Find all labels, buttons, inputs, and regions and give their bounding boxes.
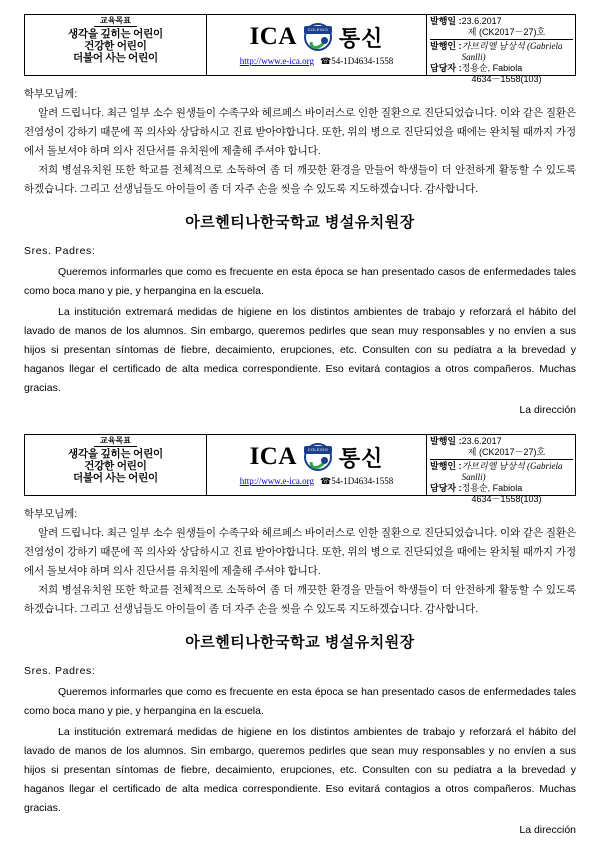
letterhead-issue-info-2 bbox=[427, 435, 575, 504]
letterhead-brand-2 bbox=[207, 435, 427, 495]
issue-date-label-2: 발행일 : bbox=[430, 436, 462, 446]
issue-date-label: 발행일 : bbox=[430, 16, 462, 26]
korean-signature-1: 아르헨티나한국학교 병설유치원장 bbox=[185, 214, 415, 231]
publisher-label: 발행인 : bbox=[430, 41, 462, 51]
brand-ica-text-2: ICA bbox=[249, 443, 297, 470]
logo-band-text: COLEGIO bbox=[304, 26, 332, 34]
goal-line-1: 생각을 깊히는 어린이 bbox=[68, 28, 163, 40]
korean-salutation: 학부모님께: bbox=[24, 88, 78, 100]
goal-line-2-copy2: 건강한 어린이 bbox=[84, 460, 147, 472]
issue-date-value-2: 23.6.2017 bbox=[461, 436, 502, 446]
spanish-body-2 bbox=[24, 683, 576, 818]
incharge-label: 담당자 : bbox=[430, 63, 462, 73]
brand-tongsin-text: 통신 bbox=[338, 25, 384, 51]
letterhead-goals bbox=[25, 15, 207, 75]
ica-school-logo-icon bbox=[301, 22, 335, 52]
korean-body-1 bbox=[24, 85, 576, 199]
logo-band-text-2: COLEGIO bbox=[304, 446, 332, 454]
divider bbox=[430, 39, 573, 40]
website-link-2[interactable]: http://www.e-ica.org bbox=[239, 475, 314, 486]
notice-copy-2 bbox=[24, 434, 576, 836]
incharge-phone: 4634－1558(103) bbox=[471, 74, 542, 84]
spanish-body-1 bbox=[24, 263, 576, 398]
issue-number: 제 (CK2017－27)호 bbox=[467, 27, 546, 37]
issue-date-row-2 bbox=[430, 436, 573, 447]
publisher-row-2 bbox=[430, 461, 573, 483]
education-goal-lines bbox=[68, 28, 163, 64]
spanish-paragraph-2-copy2: La institución extremará medidas de higiene en los distintos ambientes de trabajo y reforzará el hábito del lavado de manos de los alumnos. Sin embargo, queremos pedirles que sean muy responsables y no envíen a sus hijos si presentan síntomas de fiebre, decaimiento, erupciones, etc. Consulten con su pediatra a la brevedad y haganos llegar el certificado de alta medica correspondiente. Eso evitará contagios a otros compañeros. Muchas gracias. bbox=[24, 726, 576, 814]
letterhead-2 bbox=[24, 434, 576, 504]
education-goal-title: 교육목표 bbox=[94, 16, 137, 27]
spanish-salutation-2: Sres. Padres: bbox=[24, 665, 96, 677]
spanish-signature-1: La dirección bbox=[519, 404, 576, 416]
phone-number: ☎54-1D4634-1558 bbox=[320, 55, 394, 66]
korean-paragraph-1-copy2: 알려 드립니다. 최근 일부 소수 원생들이 수족구와 헤르페스 바이러스로 인한 질환으로 진단되었습니다. 이와 같은 질환은 전염성이 강하기 때문에 꼭 의사와 상담하시고 진료 받아야합니다. 또한, 위의 병으로 진단되었을 때에는 완치될 때까지 가정에서 돌보셔야 하며 의사 진단서를 유치원에 제출해 주셔야 합니다. bbox=[24, 527, 576, 577]
spanish-paragraph-2: La institución extremará medidas de higiene en los distintos ambientes de trabajo y reforzará el hábito del lavado de manos de los alumnos. Sin embargo, queremos pedirles que sean muy responsables y no envíen a sus hijos si presentan síntomas de fiebre, decaimiento, erupciones, etc. Consulten con su pediatra a la brevedad y haganos llegar el certificado de alta medica correspondiente. Eso evitará contagios a otros compañeros. Muchas gracias. bbox=[24, 306, 576, 394]
publisher-row bbox=[430, 41, 573, 63]
divider-2 bbox=[430, 459, 573, 460]
brand-ica-text: ICA bbox=[249, 23, 297, 50]
spanish-salutation-1: Sres. Padres: bbox=[24, 245, 96, 257]
letterhead bbox=[24, 14, 576, 84]
education-goal-title-2: 교육목표 bbox=[94, 436, 137, 447]
letterhead-goals-2 bbox=[25, 435, 207, 495]
education-goal-lines-2 bbox=[68, 448, 163, 484]
letterhead-issue-info bbox=[427, 15, 575, 84]
brand-row bbox=[250, 22, 384, 53]
contact-row bbox=[240, 54, 393, 67]
korean-salutation-2: 학부모님께: bbox=[24, 508, 78, 520]
incharge-phone-2: 4634－1558(103) bbox=[471, 494, 542, 504]
ica-school-logo-icon-2 bbox=[301, 442, 335, 472]
copy-separator bbox=[24, 416, 576, 434]
goal-line-1-copy2: 생각을 깊히는 어린이 bbox=[68, 448, 163, 460]
website-link[interactable]: http://www.e-ica.org bbox=[239, 55, 314, 66]
letterhead-brand bbox=[207, 15, 427, 75]
goal-line-3: 더불어 사는 어린이 bbox=[73, 52, 158, 64]
korean-signature-2: 아르헨티나한국학교 병설유치원장 bbox=[185, 634, 415, 651]
issue-number-2: 제 (CK2017－27)호 bbox=[467, 447, 546, 457]
incharge-value: 정용순, Fabiola bbox=[461, 63, 523, 73]
notice-copy-1 bbox=[24, 14, 576, 416]
spanish-signature-2: La dirección bbox=[519, 824, 576, 836]
brand-tongsin-text-2: 통신 bbox=[338, 445, 384, 471]
publisher-value-2: 가브리엘 남상석 (Gabriela Sanlli) bbox=[461, 461, 563, 482]
incharge-value-2: 정용순, Fabiola bbox=[461, 483, 523, 493]
incharge-row bbox=[430, 63, 573, 74]
issue-date-row bbox=[430, 16, 573, 27]
phone-number-2: ☎54-1D4634-1558 bbox=[320, 475, 394, 486]
issue-date-value: 23.6.2017 bbox=[461, 16, 502, 26]
korean-paragraph-2-copy2: 저희 병설유치원 또한 학교를 전체적으로 소독하여 좀 더 깨끗한 환경을 만들어 학생들이 더 안전하게 활동할 수 있도록 하겠습니다. 그리고 선생님들도 아이들이 좀 더 자주 손을 씻을 수 있도록 지도하겠습니다. 감사합니다. bbox=[24, 584, 576, 615]
goal-line-2: 건강한 어린이 bbox=[84, 40, 147, 52]
incharge-row-2 bbox=[430, 483, 573, 494]
goal-line-3-copy2: 더불어 사는 어린이 bbox=[73, 472, 158, 484]
incharge-label-2: 담당자 : bbox=[430, 483, 462, 493]
korean-paragraph-2: 저희 병설유치원 또한 학교를 전체적으로 소독하여 좀 더 깨끗한 환경을 만들어 학생들이 더 안전하게 활동할 수 있도록 하겠습니다. 그리고 선생님들도 아이들이 좀 더 자주 손을 씻을 수 있도록 지도하겠습니다. 감사합니다. bbox=[24, 164, 576, 195]
korean-paragraph-1: 알려 드립니다. 최근 일부 소수 원생들이 수족구와 헤르페스 바이러스로 인한 질환으로 진단되었습니다. 이와 같은 질환은 전염성이 강하기 때문에 꼭 의사와 상담하시고 진료 받아야합니다. 또한, 위의 병으로 진단되었을 때에는 완치될 때까지 가정에서 돌보셔야 하며 의사 진단서를 유치원에 제출해 주셔야 합니다. bbox=[24, 107, 576, 157]
publisher-label-2: 발행인 : bbox=[430, 461, 462, 471]
spanish-paragraph-1-copy2: Queremos informarles que como es frecuente en esta época se han presentado casos de enfermedades tales como boca mano y pie, y herpangina en la escuela. bbox=[24, 686, 576, 717]
brand-row-2 bbox=[250, 442, 384, 473]
spanish-paragraph-1: Queremos informarles que como es frecuente en esta época se han presentado casos de enfermedades tales como boca mano y pie, y herpangina en la escuela. bbox=[24, 266, 576, 297]
contact-row-2 bbox=[240, 474, 393, 487]
korean-body-2 bbox=[24, 505, 576, 619]
publisher-value: 가브리엘 남상석 (Gabriela Sanlli) bbox=[461, 41, 563, 62]
